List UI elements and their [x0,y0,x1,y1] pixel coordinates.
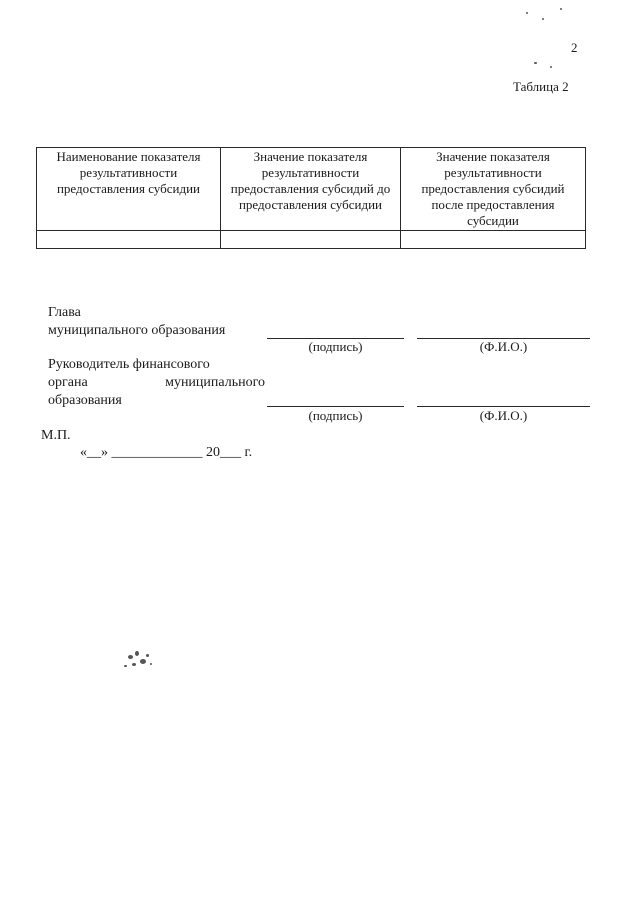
table-row [37,231,586,249]
cell-indicator-name [37,231,221,249]
table-label: Таблица 2 [513,79,569,94]
finance-signature-line [267,406,404,407]
header-indicator-name: Наименование показателя результативности предоставления субсидии [37,148,221,231]
head-signature-caption: (подпись) [308,339,363,354]
page-number: 2 [571,40,578,55]
finance-label-line3: образования [48,393,122,408]
head-name-caption: (Ф.И.О.) [479,339,528,354]
cell-value-after [401,231,586,249]
header-value-after: Значение показателя результативности предоставления субсидий после предоставления субсидии [401,148,586,231]
head-label-line1: Глава [48,305,81,320]
scan-speck-cluster [120,645,160,675]
head-label-line2: муниципального образования [48,323,226,338]
table-header-row [37,148,586,231]
finance-label-line1: Руководитель финансового [48,357,210,372]
indicators-table [36,147,586,249]
cell-value-before [221,231,401,249]
header-value-before: Значение показателя результативности предоставления субсидий до предоставления субсидии [221,148,401,231]
finance-label-line2: органа муниципального [48,375,265,390]
date-line: «__» _____________ 20___ г. [80,445,253,460]
stamp-label: М.П. [41,428,71,443]
finance-name-line [417,406,590,407]
finance-name-caption: (Ф.И.О.) [479,408,528,423]
scan-speck-corner [520,4,580,74]
finance-signature-caption: (подпись) [308,408,363,423]
